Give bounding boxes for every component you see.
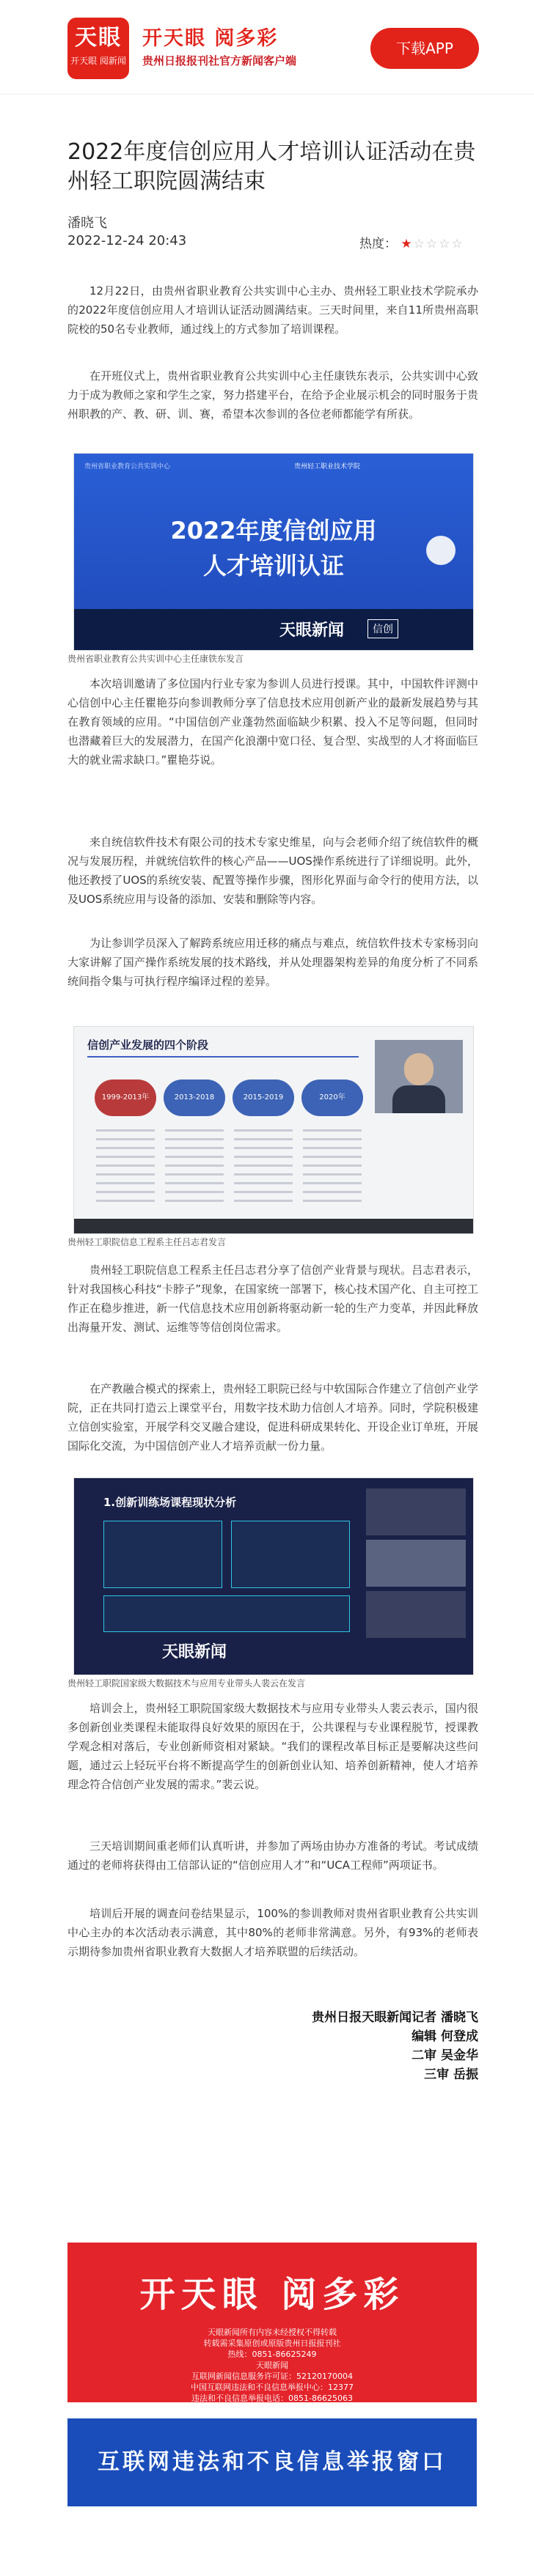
article-photo-1 xyxy=(73,453,474,651)
slide-title: 信创产业发展的四个阶段 xyxy=(87,1038,209,1052)
promo-line: 违法和不良信息举报电话：0851-86625063 xyxy=(191,2394,353,2403)
star-empty-icon: ☆ xyxy=(451,237,464,251)
credit-editor: 编辑 何登成 xyxy=(412,2029,478,2044)
stage-3: 2015-2019 xyxy=(233,1080,294,1116)
credit-reporter: 贵州日报天眼新闻记者 潘晓飞 xyxy=(312,2010,478,2025)
paragraph: 培训后开展的调查问卷结果显示，100%的参训教师对贵州省职业教育公共实训中心主办的本次活动表示满意，其中80%的老师非常满意。另外，有93%的老师表示期待参加贵州省职业教育大数据人才培养联盟的后续活动。 xyxy=(67,1907,478,1958)
paragraph: 三天培训期间重老师们认真听讲，并参加了两场由协办方准备的考试。考试成绩通过的老师将获得由工信部认证的“信创应用人才”和“UCA工程师”两项证书。 xyxy=(67,1839,478,1872)
report-window-banner[interactable]: 互联网违法和不良信息举报窗口 xyxy=(67,2418,477,2506)
stage-2: 2013-2018 xyxy=(164,1080,225,1116)
logo-mark: 天眼 xyxy=(75,25,122,51)
article-credits xyxy=(312,2008,478,2084)
download-app-button[interactable]: 下载APP xyxy=(370,28,479,69)
star-empty-icon: ☆ xyxy=(439,237,452,251)
app-logo[interactable] xyxy=(67,18,129,79)
app-promo-banner[interactable] xyxy=(67,2243,477,2402)
header-subslogan: 贵州日报报刊社官方新闻客户端 xyxy=(142,54,297,67)
meeting-toolbar xyxy=(74,1219,473,1233)
credit-third-review: 三审 岳振 xyxy=(424,2067,478,2082)
slide-box-bottom xyxy=(103,1595,350,1632)
promo-info xyxy=(67,2327,477,2404)
credit-second-review: 二审 吴金华 xyxy=(412,2048,478,2063)
stage-2-notes xyxy=(165,1129,224,1203)
photo-caption: 贵州轻工职院信息工程系主任吕志君发言 xyxy=(67,1237,227,1247)
promo-line: 转载需采集原创或原版贵州日报报刊社 xyxy=(203,2339,341,2348)
stage-4: 2020年 xyxy=(301,1080,363,1116)
article-photo-3 xyxy=(73,1477,474,1675)
paragraph: 12月22日，由贵州省职业教育公共实训中心主办、贵州轻工职业技术学院承办的2022年度信创应用人才培训认证活动圆满结束。三天时间里，来自11所贵州高职院校的50名专业教师，通过线上的方式参加了培训课程。 xyxy=(67,284,478,336)
promo-title: 开天眼 阅多彩 xyxy=(139,2274,405,2315)
video-tile-1 xyxy=(366,1488,466,1535)
article-date: 2022-12-24 20:43 xyxy=(67,233,187,248)
speaker-body xyxy=(392,1085,445,1113)
stage-1: 1999-2013年 xyxy=(95,1080,156,1116)
slide-box-middle xyxy=(231,1521,350,1588)
promo-line: 天眼新闻所有内容未经授权不得转载 xyxy=(208,2328,337,2337)
star-empty-icon: ☆ xyxy=(425,237,439,251)
slide-org-right: 贵州轻工职业技术学院 xyxy=(294,463,361,470)
watermark-tianyan: 天眼新闻 xyxy=(279,621,345,640)
paragraph: 在产教融合模式的探索上，贵州轻工职院已经与中软国际合作建立了信创产业学院，正在共同打造云上课堂平台，用数字技术助力信创人才培养。同时，学院积极建立信创实验室，开展学科交叉融合建设，促进科研成果转化、开设企业订单班，开展国际化交流，为中国信创产业人才培养贡献一份力量。 xyxy=(67,1382,478,1453)
promo-line: 中国互联网违法和不良信息举报中心：12377 xyxy=(191,2383,354,2392)
star-filled-icon: ★ xyxy=(400,237,414,251)
paragraph: 贵州轻工职院信息工程系主任吕志君分享了信创产业背景与现状。吕志君表示，针对我国核心科技“卡脖子”现象，在国家统一部署下，核心技术国产化、自主可控工作正在稳步推进，新一代信息技术应用创新将驱动新一轮的生产力变革，并因此释放出海量开发、测试、运维等等信创岗位需求。 xyxy=(67,1263,478,1334)
heat-label: 热度： xyxy=(359,237,397,251)
article-author: 潘晓飞 xyxy=(67,215,107,231)
photo-caption: 贵州省职业教育公共实训中心主任康铁东发言 xyxy=(67,654,244,664)
stage-1-notes xyxy=(96,1129,155,1203)
app-header xyxy=(0,0,534,95)
heat-stars xyxy=(400,237,464,251)
paragraph: 来自统信软件技术有限公司的技术专家史维星，向与会老师介绍了统信软件的概况与发展历程，并就统信软件的核心产品——UOS操作系统进行了详细说明。此外，他还教授了UOS的系统安装、配置等操作步骤，图形化界面与命令行的使用方法，以及UOS系统应用与设备的添加、安装和删除等内容。 xyxy=(67,835,478,906)
paragraph: 培训会上，贵州轻工职院国家级大数据技术与应用专业带头人裴云表示，国内很多创新创业类课程未能取得良好效果的原因在于，公共课程与专业课程脱节，授课教学观念相对落后，专业创新师资相对紧缺。“我们的课程改革目标正是要解决这些问题，通过云上轻玩平台将不断提高学生的创新创业认知、培养创新精神，使人才培养理念符合信创产业发展的需求。”裴云说。 xyxy=(67,1702,478,1791)
video-tile-3 xyxy=(366,1591,466,1638)
paragraph: 在开班仪式上，贵州省职业教育公共实训中心主任康铁东表示，公共实训中心致力于成为教师之家和学生之家，努力搭建平台，在给予企业展示机会的同时服务于贵州职教的产、教、研、训、赛，希望本次参训的各位老师都能学有所获。 xyxy=(67,369,478,421)
speaker-video xyxy=(375,1040,463,1113)
heat-rating xyxy=(359,233,464,251)
slide-footer xyxy=(74,609,473,650)
promo-line: 互联网新闻信息服务许可证：52120170004 xyxy=(191,2372,353,2381)
stage-3-notes xyxy=(234,1129,293,1203)
photo-caption: 贵州轻工职院国家级大数据技术与应用专业带头人裴云在发言 xyxy=(67,1678,306,1689)
paragraph: 本次培训邀请了多位国内行业专家为参训人员进行授课。其中，中国软件评测中心信创中心主任瞿艳芬向参训教师分享了信息技术应用创新产业的最新发展趋势与其在教育领域的应用。“中国信创产业蓬勃然面临缺少积累、投入不足等问题，但同时也潜藏着巨大的发展潜力，在国产化浪潮中宽口径、复合型、实战型的人才将面临巨大的就业需求缺口。”瞿艳芬说。 xyxy=(67,677,478,767)
slide-title-line-2: 人才培训认证 xyxy=(202,552,344,580)
slide-divider xyxy=(87,1056,359,1058)
slide-title: 1.创新训练场课程现状分析 xyxy=(103,1496,237,1509)
article-photo-2 xyxy=(73,1026,474,1234)
star-empty-icon: ☆ xyxy=(413,237,426,251)
stage-4-notes xyxy=(303,1129,362,1203)
header-slogan: 开天眼 阅多彩 xyxy=(142,27,279,50)
paragraph: 为让参训学员深入了解跨系统应用迁移的痛点与难点，统信软件技术专家杨羽向大家讲解了国产操作系统发展的技术路线，并从处理器架构差异的角度分析了不同系统间指令集与可执行程序编译过程的差异。 xyxy=(67,937,478,988)
watermark-tianyan: 天眼新闻 xyxy=(162,1642,227,1661)
promo-line: 热线：0851-86625249 xyxy=(227,2350,317,2359)
slide-org-left: 贵州省职业教育公共实训中心 xyxy=(84,463,171,470)
video-thumbnail xyxy=(426,536,456,565)
watermark-corner: 信创 xyxy=(367,619,398,638)
promo-line: 天眼新闻 xyxy=(256,2361,288,2370)
article-title: 2022年度信创应用人才培训认证活动在贵州轻工职院圆满结束 xyxy=(67,139,476,194)
slide-box-left xyxy=(103,1521,222,1588)
speaker-face xyxy=(404,1053,434,1085)
logo-caption: 开天眼 阅新闻 xyxy=(70,56,126,66)
video-tile-2 xyxy=(366,1540,466,1587)
slide-title-line-1: 2022年度信创应用 xyxy=(170,517,377,545)
